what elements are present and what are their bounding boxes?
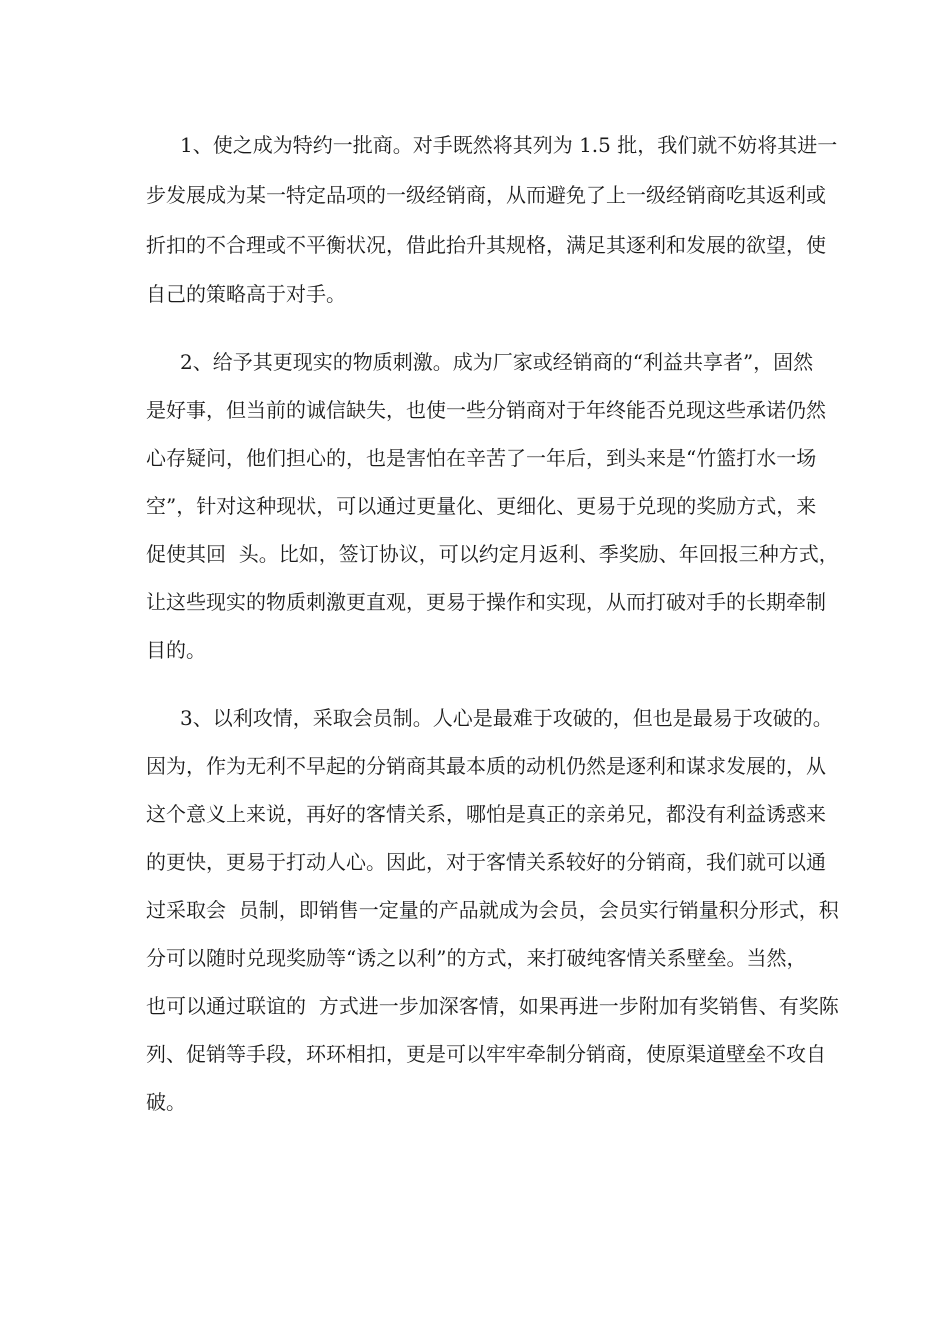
paragraph-2-line-6: 让这些现实的物质刺激更直观，更易于操作和实现，从而打破对手的长期牵制 [146, 590, 826, 614]
paragraph-3-line-7: 也可以通过联谊的 方式进一步加深客情，如果再进一步附加有奖销售、有奖陈 [146, 994, 839, 1018]
paragraph-2-line-2: 是好事，但当前的诚信缺失，也使一些分销商对于年终能否兑现这些承诺仍然 [146, 398, 826, 422]
paragraph-3-line-1: 3、以利攻情，采取会员制。人心是最难于攻破的，但也是最易于攻破的。 [180, 706, 833, 730]
paragraph-2-line-3: 心存疑问，他们担心的，也是害怕在辛苦了一年后，到头来是“竹篮打水一场 [146, 446, 817, 470]
paragraph-3-line-3: 这个意义上来说，再好的客情关系，哪怕是真正的亲弟兄，都没有利益诱惑来 [146, 802, 826, 826]
paragraph-3-line-2: 因为，作为无利不早起的分销商其最本质的动机仍然是逐利和谋求发展的，从 [146, 754, 826, 778]
paragraph-1-line-1: 1、使之成为特约一批商。对手既然将其列为 1.5 批，我们就不妨将其进一 [180, 133, 838, 157]
paragraph-1-line-4: 自己的策略高于对手。 [146, 282, 346, 306]
paragraph-2-line-7: 目的。 [146, 638, 206, 662]
paragraph-1-line-3: 折扣的不合理或不平衡状况，借此抬升其规格，满足其逐利和发展的欲望，使 [146, 233, 826, 257]
paragraph-3-line-9: 破。 [146, 1090, 186, 1114]
paragraph-2-line-4: 空”，针对这种现状，可以通过更量化、更细化、更易于兑现的奖励方式，来 [146, 494, 817, 518]
paragraph-3-line-8: 列、促销等手段，环环相扣，更是可以牢牢牵制分销商，使原渠道壁垒不攻自 [146, 1042, 826, 1066]
paragraph-3-line-5: 过采取会 员制，即销售一定量的产品就成为会员，会员实行销量积分形式，积 [146, 898, 839, 922]
paragraph-3-line-4: 的更快，更易于打动人心。因此，对于客情关系较好的分销商，我们就可以通 [146, 850, 826, 874]
paragraph-2-line-1: 2、给予其更现实的物质刺激。成为厂家或经销商的“利益共享者”，固然 [180, 350, 814, 374]
paragraph-2-line-5: 促使其回 头。比如，签订协议，可以约定月返利、季奖励、年回报三种方式， [146, 542, 839, 566]
paragraph-3-line-6: 分可以随时兑现奖励等“诱之以利”的方式，来打破纯客情关系壁垒。当然， [146, 946, 807, 970]
paragraph-1-line-2: 步发展成为某一特定品项的一级经销商，从而避免了上一级经销商吃其返利或 [146, 183, 826, 207]
